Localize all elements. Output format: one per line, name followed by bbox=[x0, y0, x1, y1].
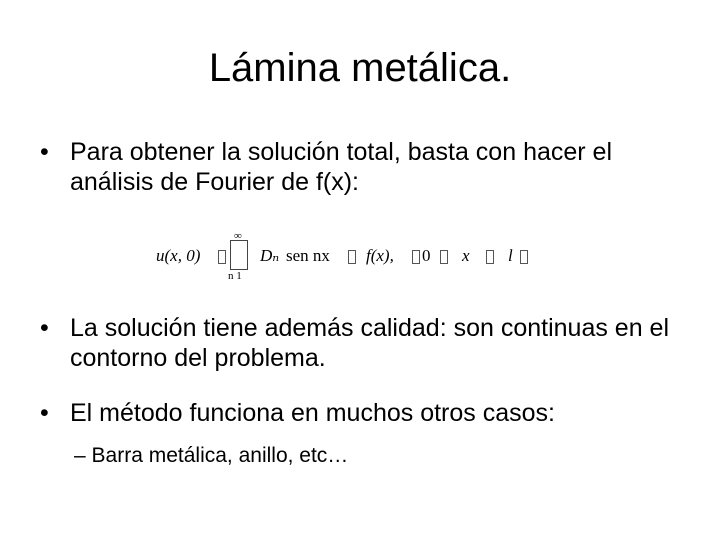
formula-sine: sen nx bbox=[286, 246, 330, 265]
sub-bullet bbox=[74, 443, 674, 469]
summation-symbol bbox=[230, 240, 248, 270]
formula-glyph-4 bbox=[440, 250, 448, 264]
formula-cond-var: x bbox=[462, 246, 470, 265]
formula-glyph-3 bbox=[412, 250, 420, 264]
formula-cond-start: 0 bbox=[422, 246, 431, 265]
formula-term: Dₙ bbox=[260, 246, 280, 265]
sub-bullet-marker: – bbox=[74, 444, 86, 467]
bullet-3 bbox=[40, 398, 690, 428]
bullet-marker: • bbox=[40, 399, 49, 427]
formula-equals-glyph bbox=[218, 250, 226, 264]
fourier-formula bbox=[150, 228, 570, 288]
formula-equals-glyph-2 bbox=[348, 250, 356, 264]
bullet-text: La solución tiene además calidad: son continuas en el contorno del problema. bbox=[70, 314, 670, 372]
bullet-marker: • bbox=[40, 138, 49, 166]
bullet-1 bbox=[40, 137, 690, 197]
bullet-text: Para obtener la solución total, basta con hacer el análisis de Fourier de f(x): bbox=[70, 138, 613, 196]
formula-glyph-6 bbox=[520, 250, 528, 264]
formula-rhs: f(x), bbox=[366, 246, 394, 265]
formula-cond-end: l bbox=[508, 246, 513, 265]
sub-bullet-text: Barra metálica, anillo, etc… bbox=[91, 444, 349, 467]
bullet-marker: • bbox=[40, 314, 49, 342]
bullet-text: El método funciona en muchos otros casos: bbox=[70, 399, 555, 427]
formula-glyph-5 bbox=[486, 250, 494, 264]
sum-upper-limit: ∞ bbox=[234, 230, 242, 242]
formula-lhs: u(x, 0) bbox=[156, 246, 201, 265]
bullet-2 bbox=[40, 313, 690, 373]
sum-lower-limit: n 1 bbox=[228, 270, 242, 282]
slide-title: Lámina metálica. bbox=[208, 46, 512, 90]
